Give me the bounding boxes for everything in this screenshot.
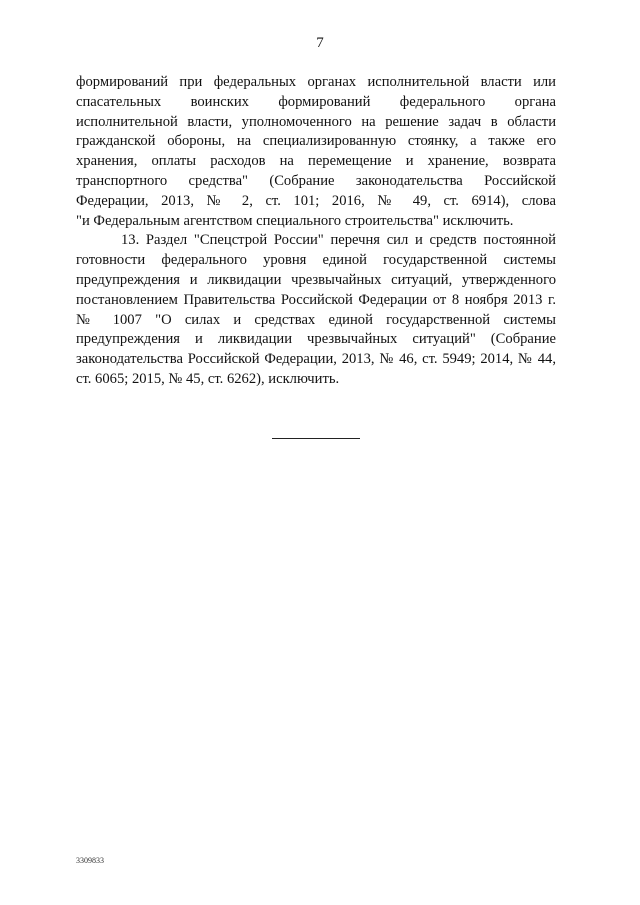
document-code: 3309833 <box>76 856 104 865</box>
text-line: спасательных воинских формирований федерального органа <box>76 93 556 110</box>
paragraph-13-first-line: 13. Раздел "Спецстрой России" перечня сил и средств постоянной <box>121 232 556 249</box>
text-line: хранения, оплаты расходов на перемещение и хранение, возврата <box>76 153 556 170</box>
text-line: исполнительной власти, уполномоченного на решение задач в области <box>76 113 556 130</box>
text-line: ст. 6065; 2015, № 45, ст. 6262), исключить. <box>76 370 340 387</box>
text-line: постановлением Правительства Российской Федерации от 8 ноября 2013 г. <box>76 291 556 308</box>
document-body <box>76 73 556 390</box>
closing-divider <box>272 438 360 439</box>
text-line: транспортного средства" (Собрание законодательства Российской <box>76 172 556 189</box>
text-line: "и Федеральным агентством специального строительства" исключить. <box>76 212 514 229</box>
text-line: гражданской обороны, на специализированную стоянку, а также его <box>76 133 556 150</box>
text-line: № 1007 "О силах и средствах единой государственной системы <box>76 311 556 328</box>
text-line: готовности федерального уровня единой государственной системы <box>76 252 556 269</box>
text-line: формирований при федеральных органах исполнительной власти или <box>76 74 556 90</box>
text-line: предупреждения и ликвидации чрезвычайных ситуаций, утвержденного <box>76 271 556 288</box>
text-line: законодательства Российской Федерации, 2013, № 46, ст. 5949; 2014, № 44, <box>76 351 556 368</box>
text-line: предупреждения и ликвидации чрезвычайных ситуаций" (Собрание <box>76 331 556 348</box>
text-line: Федерации, 2013, № 2, ст. 101; 2016, № 49, ст. 6914), слова <box>76 192 556 209</box>
page-number: 7 <box>316 35 324 51</box>
